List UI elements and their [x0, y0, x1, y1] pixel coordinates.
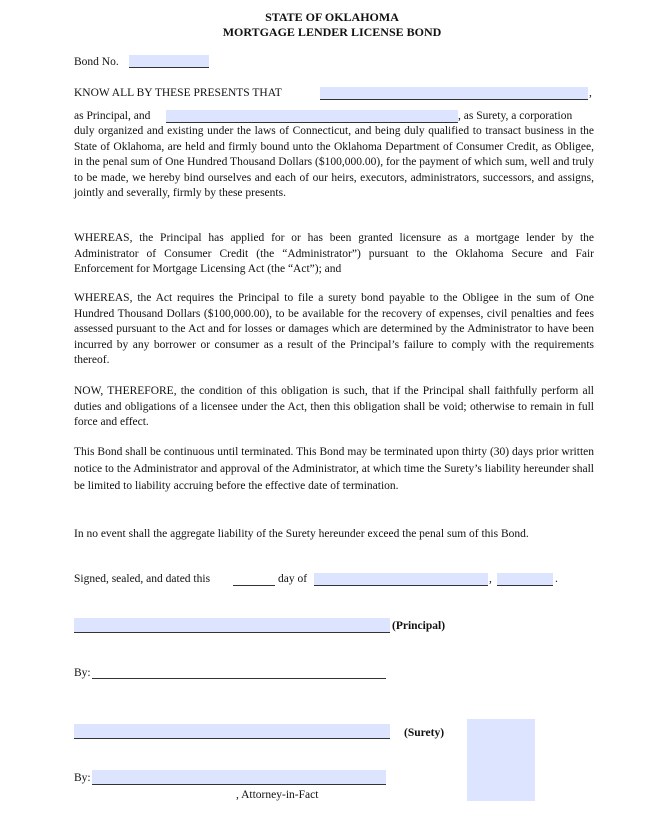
know-all-text: KNOW ALL BY THESE PRESENTS THAT [74, 87, 282, 99]
document-title-state: STATE OF OKLAHOMA [265, 10, 399, 24]
bond-no-label: Bond No. [74, 56, 119, 68]
principal-signature-field[interactable] [74, 618, 390, 633]
signed-period: . [555, 573, 558, 585]
signed-day-field[interactable] [233, 573, 275, 586]
attorney-in-fact-label: , Attorney-in-Fact [236, 789, 319, 801]
know-all-comma: , [589, 87, 592, 99]
as-surety-label: , as Surety, a corporation [458, 110, 573, 122]
no-event-paragraph: In no event shall the aggregate liability of the Surety hereunder exceed the penal sum of this Bond. [74, 528, 529, 540]
surety-caption: (Surety) [404, 727, 445, 739]
signed-month-field[interactable] [314, 573, 488, 586]
now-therefore-paragraph: NOW, THEREFORE, the condition of this obligation is such, that if the Principal shall faithfully perform all duties and obligations of a licensee under the Act, then this obligation shall be void; otherwise to remain in full force and effect. [74, 385, 594, 428]
bond-no-field[interactable] [129, 55, 209, 68]
whereas-licensure-paragraph: WHEREAS, the Principal has applied for or has been granted licensure as a mortgage lender by the Administrator of Consumer Credit (the “Administrator”) pursuant to the Oklahoma Secure and Fair Enforcement for Mortgage Licensing Act (the “Act”); and [74, 232, 594, 275]
surety-seal-box[interactable] [467, 719, 535, 801]
signed-year-field[interactable] [497, 573, 553, 586]
principal-caption: (Principal) [392, 620, 446, 632]
surety-signature-field[interactable] [74, 724, 390, 739]
by-label-surety: By: [74, 772, 91, 784]
by-label-principal: By: [74, 667, 91, 679]
whereas-act-paragraph: WHEREAS, the Act requires the Principal to file a surety bond payable to the Obligee in the sum of One Hundred Thousand Dollars ($100,000.00), to be available for the recovery of expenses, civil penalties and fees assessed pursuant to the Act and for losses or damages which are determined by the Administrator to have been incurred by any borrower or consumer as a result of the Principal’s failure to comply with the requirements thereof. [74, 292, 594, 366]
continuous-bond-paragraph: This Bond shall be continuous until terminated. This Bond may be terminated upon thirty (30) days prior written notice to the Administrator and approval of the Administrator, at which time the Surety’s liability hereunder shall be limited to liability accruing before the effective date of termination. [74, 446, 594, 492]
document-title-bond: MORTGAGE LENDER LICENSE BOND [222, 25, 442, 39]
as-principal-label: as Principal, and [74, 110, 151, 122]
intro-body-paragraph: duly organized and existing under the laws of Connecticut, and being duly qualified to transact business in the State of Oklahoma, are held and firmly bound unto the Oklahoma Department of Consumer Credit, as Obligee, in the penal sum of One Hundred Thousand Dollars ($100,000.00), for the payment of which sum, well and truly to be made, we hereby bind ourselves and each of our heirs, executors, administrators, successors, and assigns, jointly and severally, firmly by these presents. [74, 125, 594, 199]
day-of-label: day of [278, 573, 308, 585]
attorney-in-fact-field[interactable] [92, 770, 386, 785]
principal-name-field[interactable] [320, 87, 588, 100]
signed-comma: , [489, 573, 492, 585]
signed-sealed-label: Signed, sealed, and dated this [74, 573, 211, 585]
principal-by-line[interactable] [92, 678, 386, 679]
surety-name-field[interactable] [166, 110, 458, 123]
